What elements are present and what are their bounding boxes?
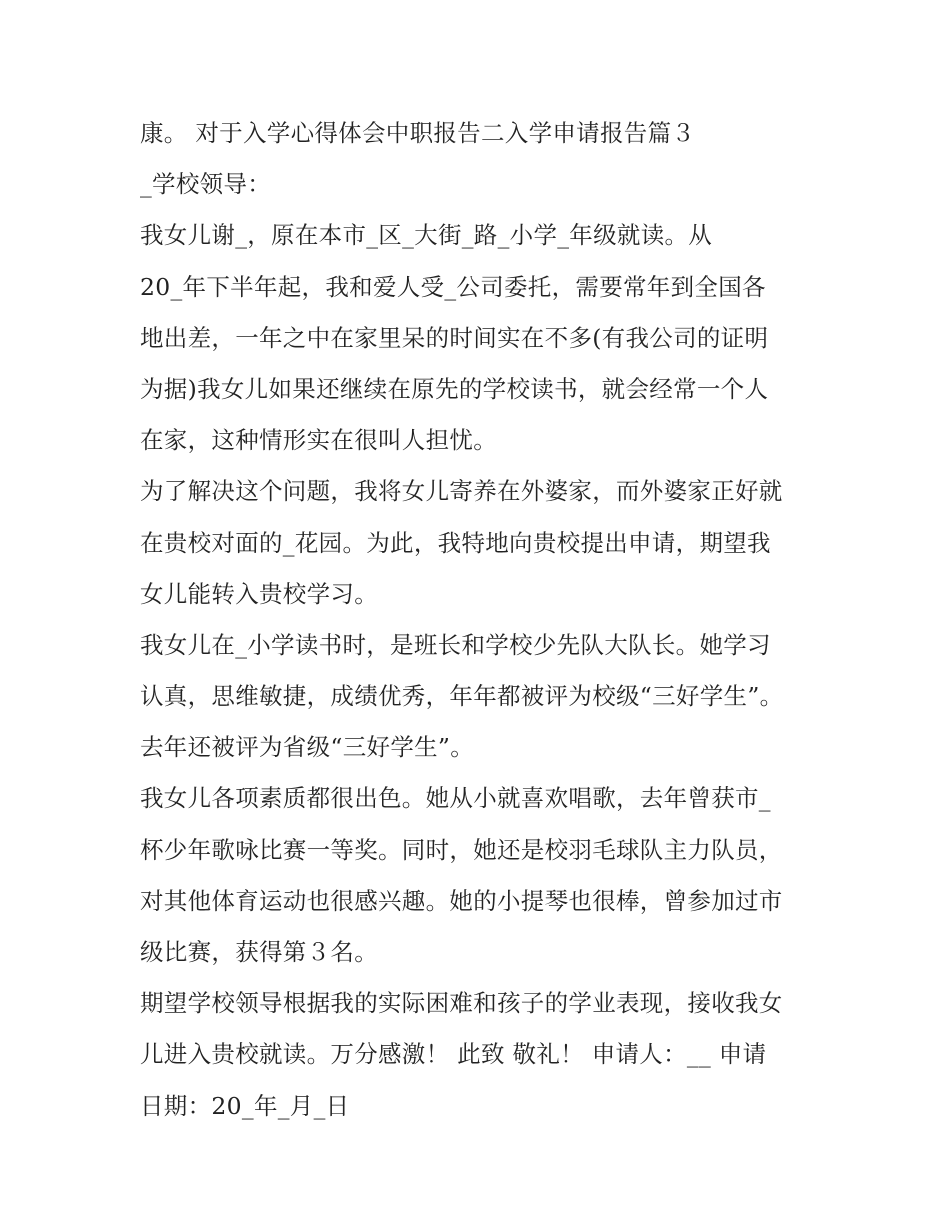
body-line: 我女儿谢_，原在本市_区_大街_路_小学_年级就读。从 (140, 221, 713, 250)
body-line: 认真，思维敏捷，成绩优秀，年年都被评为校级“三好学生”。 (140, 682, 784, 711)
body-line: 去年还被评为省级“三好学生”。 (140, 733, 475, 762)
body-line: 我女儿各项素质都很出色。她从小就喜欢唱歌，去年曾获市_ (140, 784, 771, 813)
body-line: 地出差，一年之中在家里呆的时间实在不多(有我公司的证明 (140, 323, 769, 352)
document-body (140, 108, 830, 1132)
closing-line: 儿进入贵校就读。万分感激！ 此致 敬礼！ 申请人：__ 申请 (140, 1040, 767, 1069)
body-line: 期望学校领导根据我的实际困难和孩子的学业表现，接收我女 (140, 989, 783, 1018)
body-line: 杯少年歌咏比赛一等奖。同时，她还是校羽毛球队主力队员， (140, 835, 783, 864)
body-line: 我女儿在_小学读书时，是班长和学校少先队大队长。她学习 (140, 630, 771, 659)
salutation-line: _学校领导： (140, 170, 272, 199)
body-line: 20_年下半年起，我和爱人受_公司委托，需要常年到全国各 (140, 272, 766, 301)
title-line: 康。 对于入学心得体会中职报告二入学申请报告篇３ (140, 119, 696, 147)
body-line: 为了解决这个问题，我将女儿寄养在外婆家，而外婆家正好就 (140, 477, 783, 506)
body-line: 为据)我女儿如果还继续在原先的学校读书，就会经常一个人 (140, 374, 769, 403)
body-line: 在家，这种情形实在很叫人担忧。 (140, 426, 497, 455)
body-line: 在贵校对面的_花园。为此，我特地向贵校提出申请，期望我 (140, 528, 771, 557)
body-line: 对其他体育运动也很感兴趣。她的小提琴也很棒，曾参加过市 (140, 886, 783, 915)
body-line: 女儿能转入贵校学习。 (140, 579, 378, 608)
body-line: 级比赛，获得第３名。 (140, 938, 378, 966)
date-line: 日期：20_年_月_日 (140, 1091, 350, 1120)
